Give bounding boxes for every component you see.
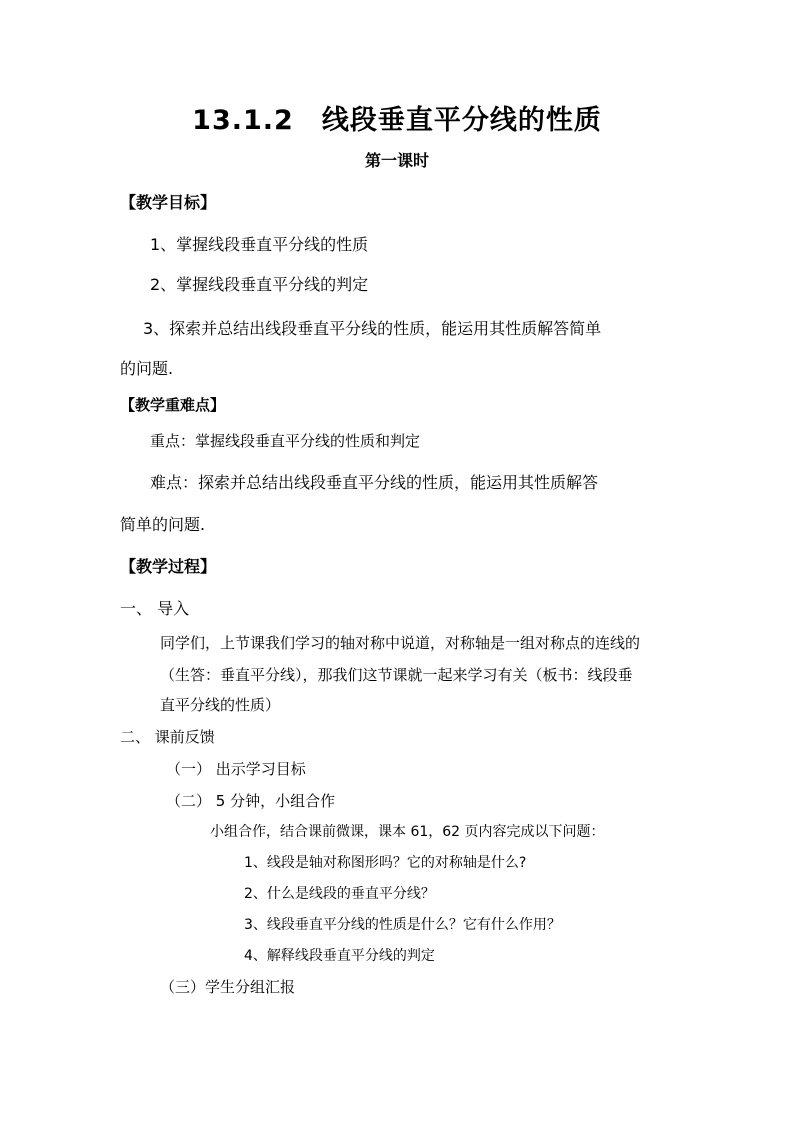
question-item: 3、线段垂直平分线的性质是什么？它有什么作用？ bbox=[244, 917, 561, 933]
objective-item: 3、探索并总结出线段垂直平分线的性质，能运用其性质解答简单 bbox=[143, 319, 602, 338]
intro-line: 同学们，上节课我们学习的轴对称中说道，对称轴是一组对称点的连线的 bbox=[160, 634, 641, 652]
lesson-period: 第一课时 bbox=[364, 151, 429, 170]
part1-heading: 一、 导入 bbox=[120, 599, 190, 618]
focus-text: 重点：掌握线段垂直平分线的性质和判定 bbox=[150, 432, 421, 450]
key-points-heading: 【教学重难点】 bbox=[120, 396, 226, 414]
process-heading: 【教学过程】 bbox=[120, 557, 217, 576]
page-title: 13.1.2 线段垂直平分线的性质 bbox=[192, 105, 602, 136]
objective-item: 1、掌握线段垂直平分线的性质 bbox=[150, 235, 369, 254]
objective-item: 2、掌握线段垂直平分线的判定 bbox=[150, 275, 369, 294]
part2-heading: 二、 课前反馈 bbox=[120, 728, 215, 746]
subsection-heading: （三）学生分组汇报 bbox=[160, 978, 296, 996]
subsection-heading: （一） 出示学习目标 bbox=[166, 760, 306, 778]
difficulty-text-continued: 简单的问题. bbox=[120, 515, 206, 534]
objectives-heading: 【教学目标】 bbox=[120, 193, 217, 212]
intro-line: （生答：垂直平分线），那我们这节课就一起来学习有关（板书：线段垂 bbox=[160, 666, 633, 684]
difficulty-text: 难点：探索并总结出线段垂直平分线的性质，能运用其性质解答 bbox=[150, 473, 599, 492]
objective-item-continued: 的问题. bbox=[120, 359, 174, 378]
task-text: 小组合作，结合课前微课，课本 61，62 页内容完成以下问题： bbox=[210, 824, 605, 840]
question-item: 4、解释线段垂直平分线的判定 bbox=[244, 948, 435, 964]
question-item: 2、什么是线段的垂直平分线？ bbox=[244, 886, 435, 902]
question-item: 1、线段是轴对称图形吗？它的对称轴是什么? bbox=[244, 855, 527, 871]
intro-line: 直平分线的性质） bbox=[160, 696, 281, 714]
subsection-heading: （二） 5 分钟，小组合作 bbox=[166, 792, 336, 810]
